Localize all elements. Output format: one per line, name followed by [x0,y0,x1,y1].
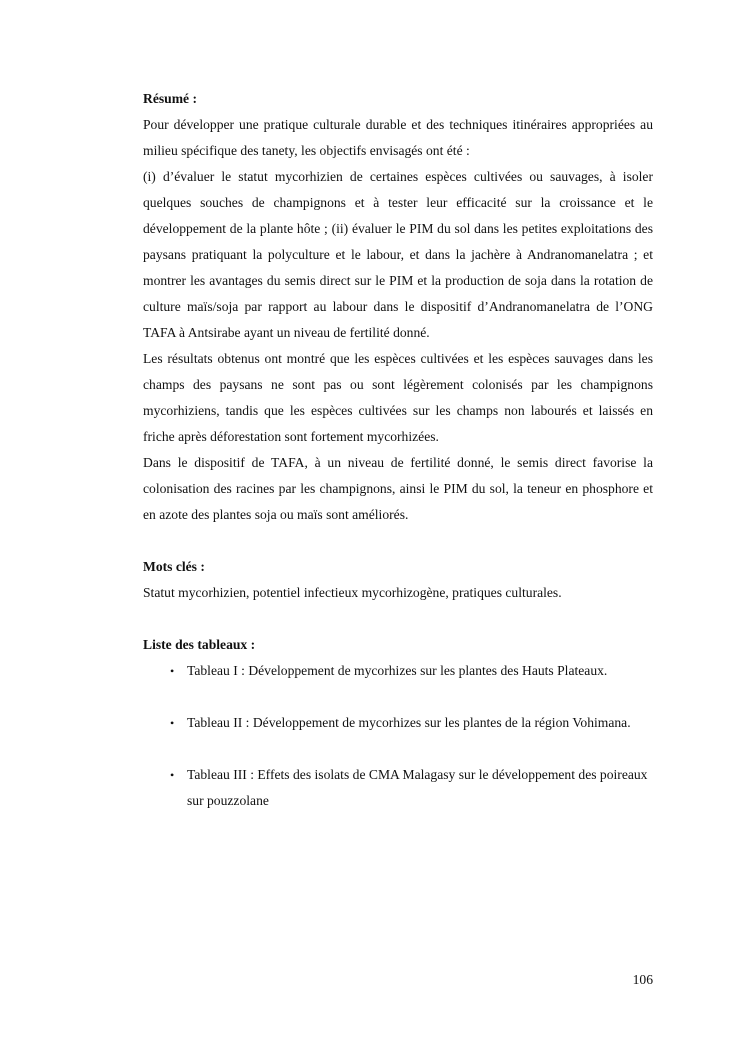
spacer [143,528,653,554]
resume-paragraph-4: Dans le dispositif de TAFA, à un niveau de fertilité donné, le semis direct favorise la colonisation des racines par les champignons, ainsi le PIM du sol, la teneur en phosphore et en azote des plantes soja ou maïs sont améliorés. [143,455,653,522]
list-item [143,710,653,736]
table-entry-1: Tableau I : Développement de mycorhizes sur les plantes des Hauts Plateaux. [187,663,608,678]
resume-paragraph-1: Pour développer une pratique culturale durable et des techniques itinéraires appropriées au milieu spécifique des tanety, les objectifs envisagés ont été : [143,117,653,158]
resume-paragraph-3: Les résultats obtenus ont montré que les espèces cultivées et les espèces sauvages dans les champs des paysans ne sont pas ou sont légèrement colonisés par les champignons mycorhiziens, tandis que les espèces cultivées sur les champs non labourés et laissés en friche après déforestation sont fortement mycorhizées. [143,351,653,444]
keywords-text: Statut mycorhizien, potentiel infectieux mycorhizogène, pratiques culturales. [143,585,562,600]
spacer [143,606,653,632]
table-entry-3: Tableau III : Effets des isolats de CMA Malagasy sur le développement des poireaux sur pouzzolane [187,767,648,808]
document-body [143,86,653,840]
resume-paragraph-2: (i) d’évaluer le statut mycorhizien de certaines espèces cultivées ou sauvages, à isoler quelques souches de champignons et à tester leur efficacité sur la croissance et le développement de la plante hôte ; (ii) évaluer le PIM du sol dans les petites exploitations des paysans pratiquant la polyculture et le labour, et dans la jachère à Andranomanelatra ; et montrer les avantages du semis direct sur le PIM et la production de soja dans la rotation de culture maïs/soja par rapport au labour dans le dispositif d’Andranomanelatra de l’ONG TAFA à Antsirabe ayant un niveau de fertilité donné. [143,169,653,340]
bullet-icon: • [170,716,175,730]
bullet-icon: • [170,768,175,782]
list-item [143,762,653,814]
resume-heading: Résumé : [143,91,197,106]
tables-list [143,658,653,814]
tables-heading: Liste des tableaux : [143,637,256,652]
list-item [143,658,653,684]
table-entry-2: Tableau II : Développement de mycorhizes sur les plantes de la région Vohimana. [187,715,631,730]
bullet-icon: • [170,664,175,678]
keywords-heading: Mots clés : [143,559,205,574]
page-number: 106 [632,972,653,987]
